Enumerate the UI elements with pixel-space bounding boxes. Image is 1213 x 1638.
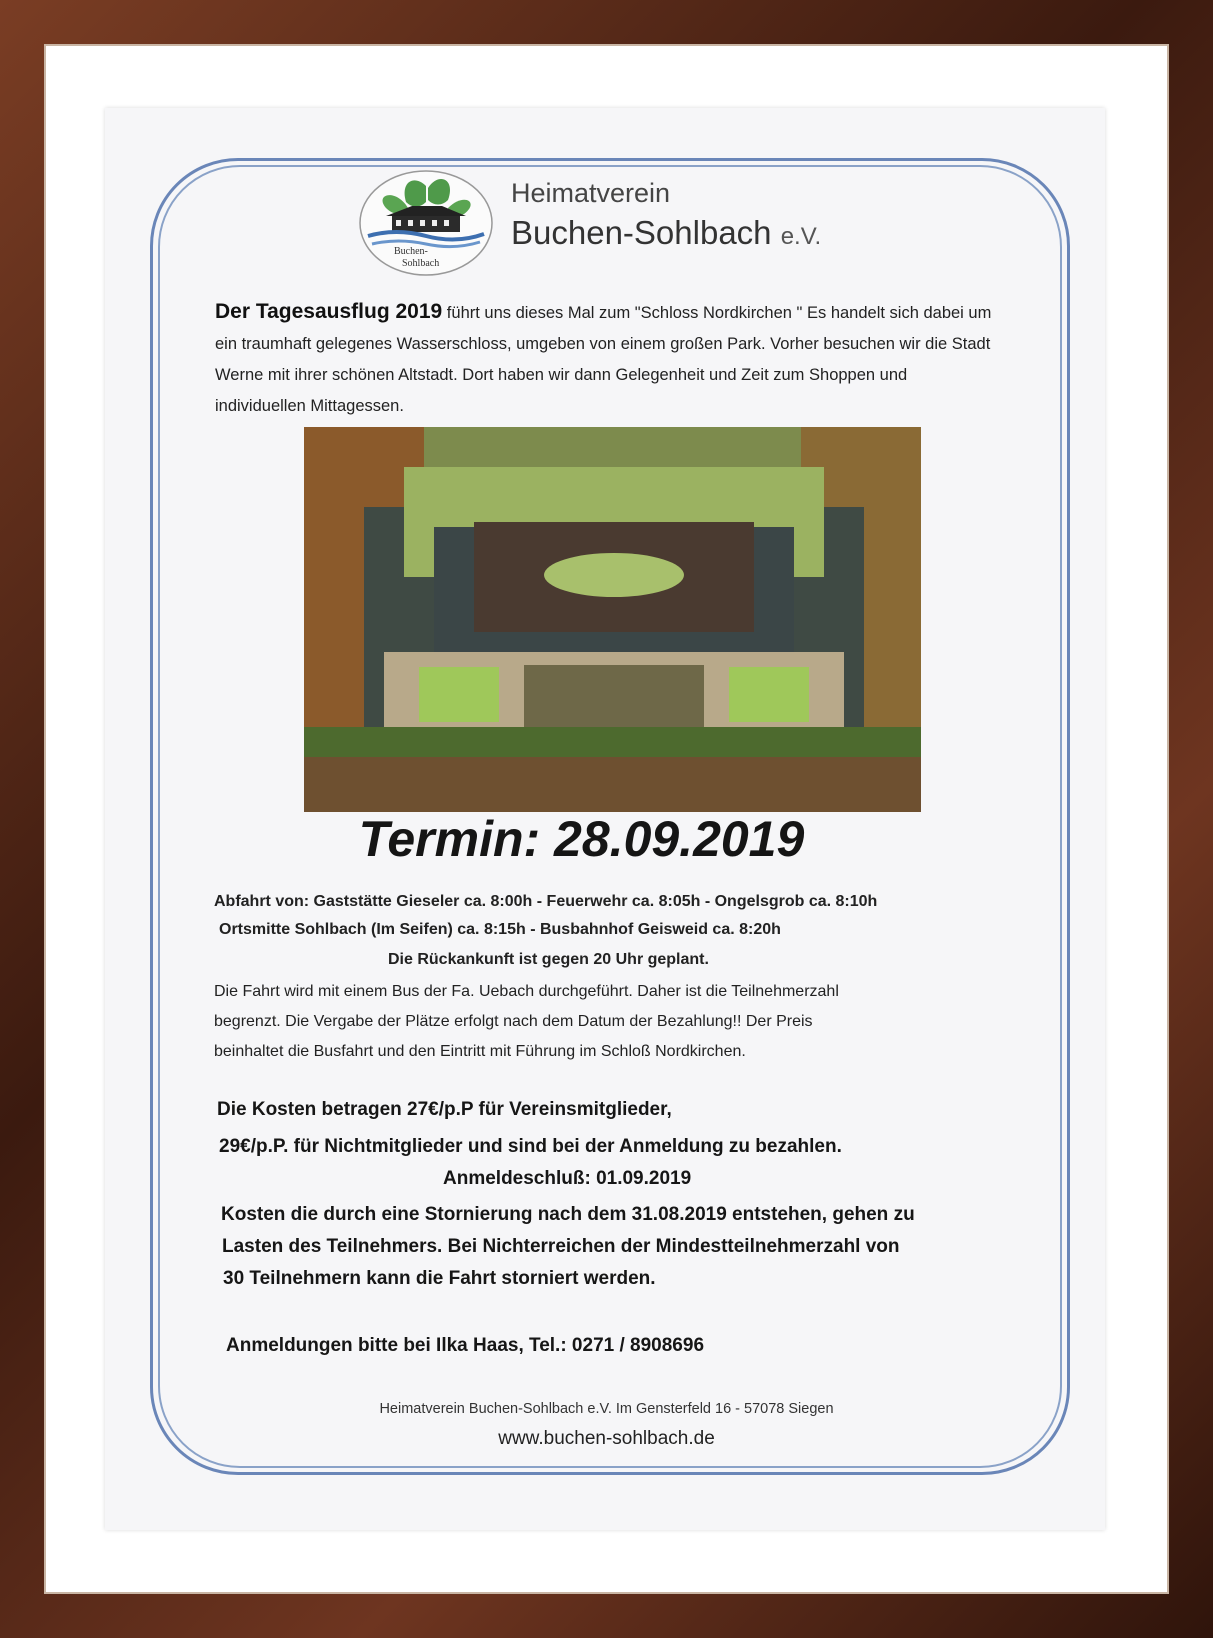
cancellation-line-2: Lasten des Teilnehmers. Bei Nichterreichen der Mindestteilnehmerzahl von (222, 1236, 900, 1257)
intro-text: führt uns dieses Mal zum "Schloss Nordkirchen " Es handelt sich dabei um ein traumhaft gelegenes Wasserschloss, umgeben von einem großen Park. Vorher besuchen wir die Stadt Werne mit ihrer schönen Altstadt. Dort haben wir dann Gelegenheit und Zeit zum Shoppen und individuellen Mittagessen. (215, 304, 992, 415)
intro-paragraph (215, 296, 995, 422)
org-name-main: Buchen-Sohlbach (511, 214, 772, 251)
cost-line-1: Die Kosten betragen 27€/p.P für Vereinsmitglieder, (217, 1099, 672, 1120)
org-name-line2 (511, 214, 821, 252)
footer-address (0, 1401, 1213, 1417)
intro-lead: Der Tagesausflug 2019 (215, 300, 443, 323)
cancellation-line-3: 30 Teilnehmern kann die Fahrt storniert werden. (223, 1268, 656, 1289)
website-link[interactable]: www.buchen-sohlbach.de (498, 1428, 715, 1449)
cost-line-2: 29€/p.P. für Nichtmitglieder und sind bei der Anmeldung zu bezahlen. (219, 1136, 842, 1157)
departure-line-1: Abfahrt von: Gaststätte Gieseler ca. 8:00h - Feuerwehr ca. 8:05h - Ongelsgrob ca. 8:10h (214, 893, 878, 910)
registration-deadline: Anmeldeschluß: 01.09.2019 (443, 1168, 692, 1189)
org-suffix: e.V. (780, 223, 822, 250)
departure-line-2: Ortsmitte Sohlbach (Im Seifen) ca. 8:15h - Busbahnhof Geisweid ca. 8:20h (219, 921, 781, 938)
footer-website (0, 1428, 1213, 1450)
event-date-text: Termin: 28.09.2019 (358, 811, 805, 867)
bus-info-line-3: beinhaltet die Busfahrt und den Eintritt mit Führung im Schloß Nordkirchen. (214, 1043, 746, 1060)
bus-info-line-2: begrenzt. Die Vergabe der Plätze erfolgt nach dem Datum der Bezahlung!! Der Preis (214, 1013, 813, 1030)
logo-text-1: Buchen- (394, 246, 428, 257)
club-logo (356, 168, 496, 278)
logo-text-2: Sohlbach (402, 258, 440, 269)
bus-info-line-1: Die Fahrt wird mit einem Bus der Fa. Uebach durchgeführt. Daher ist die Teilnehmerzahl (214, 983, 839, 1000)
castle-aerial-photo (304, 427, 921, 812)
cancellation-line-1: Kosten die durch eine Stornierung nach dem 31.08.2019 entstehen, gehen zu (221, 1204, 915, 1225)
return-info: Die Rückankunft ist gegen 20 Uhr geplant. (388, 951, 709, 968)
event-date (0, 810, 1213, 868)
contact-info: Anmeldungen bitte bei Ilka Haas, Tel.: 0271 / 8908696 (226, 1335, 705, 1356)
org-name-line1: Heimatverein (511, 178, 671, 208)
footer-address-text: Heimatverein Buchen-Sohlbach e.V. Im Gensterfeld 16 - 57078 Siegen (379, 1401, 834, 1417)
